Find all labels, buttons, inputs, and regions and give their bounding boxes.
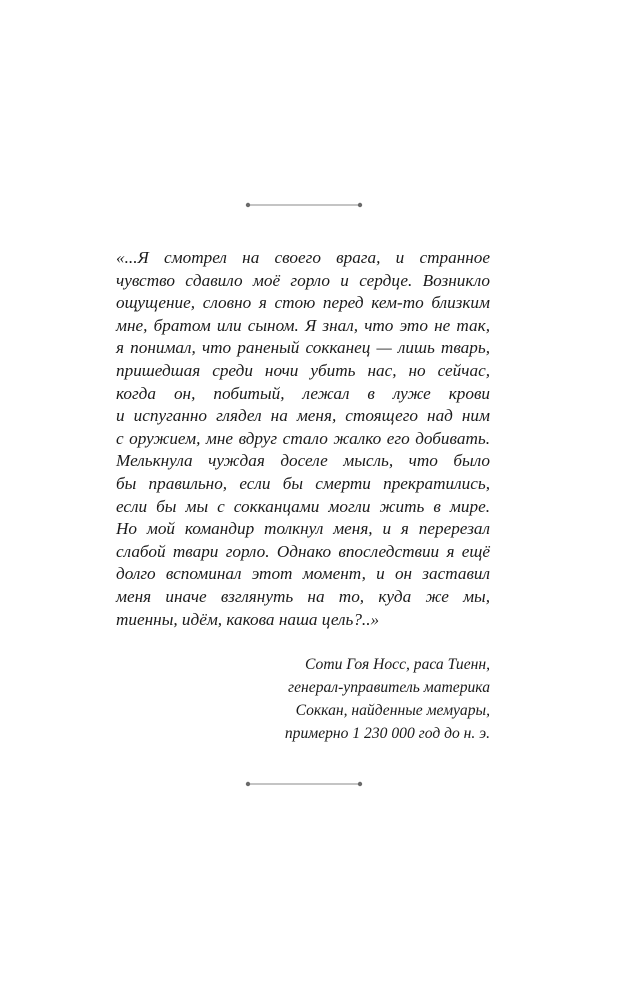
epigraph-line: долго вспоминал этот момент, и он заставил	[116, 564, 490, 584]
epigraph-line: и испуганно глядел на меня, стоящего над ним	[116, 406, 490, 426]
epigraph-line: «...Я смотрел на своего врага, и странное	[116, 248, 490, 267]
epigraph-line: Мелькнула чуждая доселе мысль, что было	[116, 451, 490, 471]
epigraph-line: чувство сдавило моё горло и сердце. Возникло	[116, 270, 490, 290]
epigraph-line: если бы мы с сокканцами могли жить в мире.	[116, 496, 490, 516]
epigraph-attribution	[230, 653, 490, 745]
epigraph-line: ощущение, словно я стою перед кем-то близким	[116, 293, 490, 313]
attribution-line: Соккан, найденные мемуары,	[295, 702, 490, 719]
attribution-line: генерал-управитель материка	[288, 679, 490, 696]
epigraph-line: меня иначе взглянуть на то, куда же мы,	[116, 586, 490, 606]
epigraph-line: я понимал, что раненый сокканец — лишь тварь,	[116, 338, 490, 358]
epigraph-line: пришедшая среди ночи убить нас, но сейчас,	[116, 360, 490, 380]
attribution-line: примерно 1 230 000 год до н. э.	[284, 725, 490, 742]
epigraph-line: мне, братом или сыном. Я знал, что это не так,	[116, 315, 490, 335]
attribution-line: Соти Гоя Носс, раса Тиенн,	[305, 656, 490, 673]
epigraph-line: Но мой командир толкнул меня, и я перерезал	[116, 519, 490, 539]
epigraph-line: с оружием, мне вдруг стало жалко его добивать.	[116, 428, 490, 448]
epigraph-quote	[116, 247, 490, 631]
top-ornament-divider	[245, 201, 363, 209]
epigraph-line: бы правильно, если бы смерти прекратились,	[116, 473, 490, 493]
epigraph-line: когда он, побитый, лежал в луже крови	[116, 383, 490, 403]
epigraph-line: слабой твари горло. Однако впоследствии я ещё	[116, 541, 490, 561]
bottom-ornament-divider	[245, 780, 363, 788]
epigraph-line: тиенны, идём, какова наша цель?..»	[116, 609, 380, 629]
